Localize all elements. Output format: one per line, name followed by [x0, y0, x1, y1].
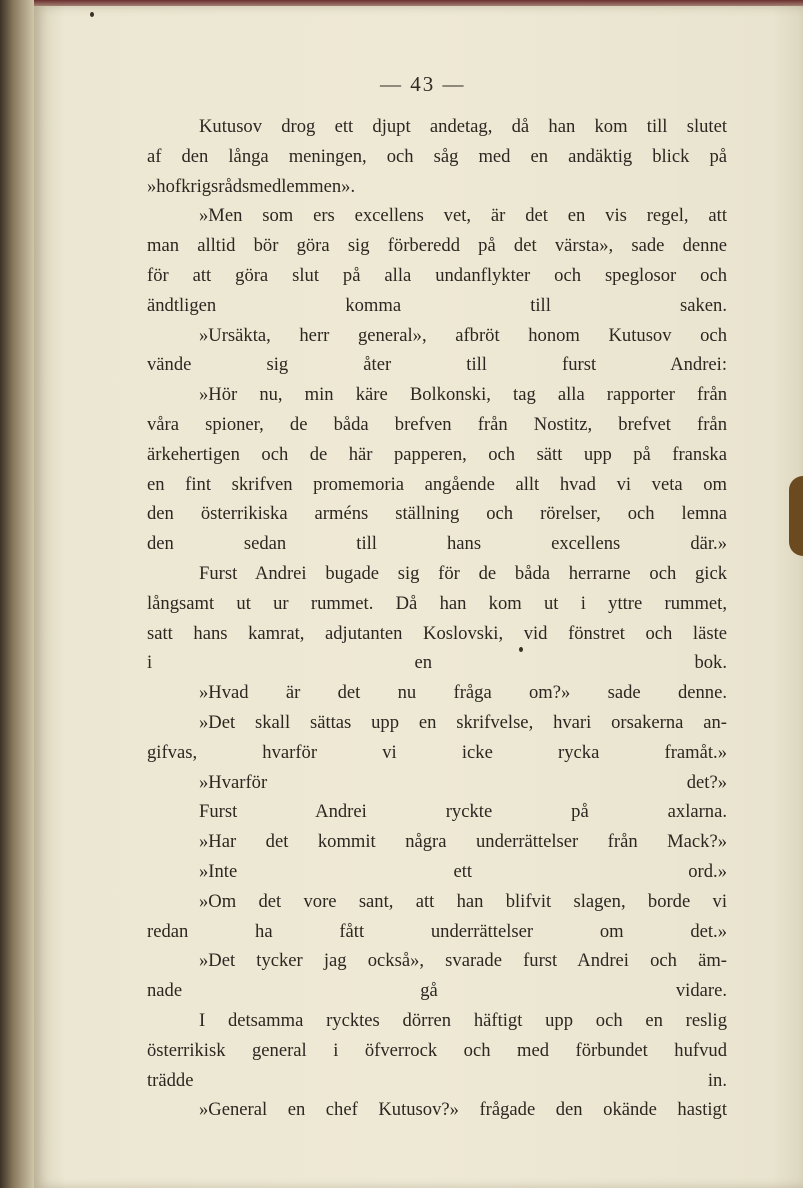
text-line-content: österrikisk general i öfverrock och med förbundet hufvud: [147, 1039, 727, 1061]
text-line-content: ärkehertigen och de här papperen, och sätt upp på franska: [147, 443, 727, 465]
text-line: [147, 321, 727, 351]
text-line: [147, 887, 727, 917]
text-line-content: redan ha fått underrättelser om det.»: [147, 920, 727, 942]
page-number: — 43 —: [380, 72, 466, 96]
text-line: [147, 261, 727, 291]
text-line-content: »Ursäkta, herr general», afbröt honom Kutusov och: [199, 324, 727, 346]
text-line: [147, 231, 727, 261]
text-line: [147, 112, 727, 142]
text-line: [147, 410, 727, 440]
text-line: [147, 678, 727, 708]
text-line-content: »Inte ett ord.»: [199, 860, 727, 882]
text-line: [147, 470, 727, 500]
text-line-content: vände sig åter till furst Andrei:: [147, 354, 727, 376]
text-line-content: våra spioner, de båda brefven från Nostitz, brefvet från: [147, 413, 727, 435]
text-line: [147, 648, 727, 678]
text-line-content: af den långa meningen, och såg med en andäktig blick på: [147, 145, 727, 167]
text-line-content: Furst Andrei ryckte på axlarna.: [199, 801, 727, 823]
text-line: [147, 291, 727, 321]
text-line: [147, 857, 727, 887]
text-line-content: »Har det kommit några underrättelser från Mack?»: [199, 831, 727, 853]
text-line-content: »Det skall sättas upp en skrifvelse, hvari orsakerna an-: [199, 711, 727, 733]
text-line: [147, 201, 727, 231]
text-line: [147, 619, 727, 649]
text-line: [147, 738, 727, 768]
text-line-content: »Hör nu, min käre Bolkonski, tag alla rapporter från: [199, 384, 727, 406]
text-line: [147, 1066, 727, 1096]
text-line-content: »hofkrigsrådsmedlemmen».: [147, 175, 356, 197]
text-line-content: »Det tycker jag också», svarade furst Andrei och äm-: [199, 950, 727, 972]
text-line-content: I detsamma rycktes dörren häftigt upp och en reslig: [199, 1009, 727, 1031]
page-edge-tab: [789, 476, 803, 556]
text-line: [147, 708, 727, 738]
text-line-content: nade gå vidare.: [147, 980, 727, 1002]
text-line-content: »Hvad är det nu fråga om?» sade denne.: [199, 682, 727, 704]
ink-speck: [90, 12, 94, 17]
text-line: [147, 917, 727, 947]
text-line-content: i en bok.: [147, 652, 727, 674]
text-line-content: »Men som ers excellens vet, är det en vis regel, att: [199, 205, 727, 227]
text-line: [147, 559, 727, 589]
text-line-content: »General en chef Kutusov?» frågade den okände hastigt: [199, 1099, 727, 1121]
text-line: [147, 827, 727, 857]
text-line: [147, 797, 727, 827]
text-line-content: satt hans kamrat, adjutanten Koslovski, vid fönstret och läste: [147, 622, 727, 644]
text-line-content: »Hvarför det?»: [199, 771, 727, 793]
text-line: [147, 142, 727, 172]
text-line: [147, 589, 727, 619]
text-line: [147, 768, 727, 798]
ink-speck: [519, 647, 523, 652]
text-line: [147, 350, 727, 380]
text-line-content: ändtligen komma till saken.: [147, 294, 727, 316]
body-text: [147, 112, 727, 1125]
text-line-content: Kutusov drog ett djupt andetag, då han kom till slutet: [199, 116, 727, 137]
text-line: [147, 529, 727, 559]
text-line-content: den sedan till hans excellens där.»: [147, 533, 727, 555]
text-line-content: långsamt ut ur rummet. Då han kom ut i yttre rummet,: [147, 592, 727, 614]
text-line-content: för att göra slut på alla undanflykter och speglosor och: [147, 264, 727, 286]
text-line-content: trädde in.: [147, 1069, 727, 1091]
text-line: [147, 1036, 727, 1066]
text-line: [147, 499, 727, 529]
text-line-content: Furst Andrei bugade sig för de båda herrarne och gick: [199, 562, 727, 584]
text-line-content: den österrikiska arméns ställning och rörelser, och lemna: [147, 503, 727, 525]
book-gutter: [0, 0, 34, 1188]
text-line: [147, 1006, 727, 1036]
text-line-content: »Om det vore sant, att han blifvit slagen, borde vi: [199, 890, 727, 912]
text-line: [147, 172, 727, 202]
text-line: [147, 946, 727, 976]
text-line-content: gifvas, hvarför vi icke rycka framåt.»: [147, 741, 727, 763]
text-line: [147, 976, 727, 1006]
text-line: [147, 440, 727, 470]
text-line: [147, 380, 727, 410]
text-line-content: man alltid bör göra sig förberedd på det värsta», sade denne: [147, 235, 727, 257]
text-line-content: en fint skrifven promemoria angående allt hvad vi veta om: [147, 473, 727, 495]
text-line: [147, 1095, 727, 1125]
